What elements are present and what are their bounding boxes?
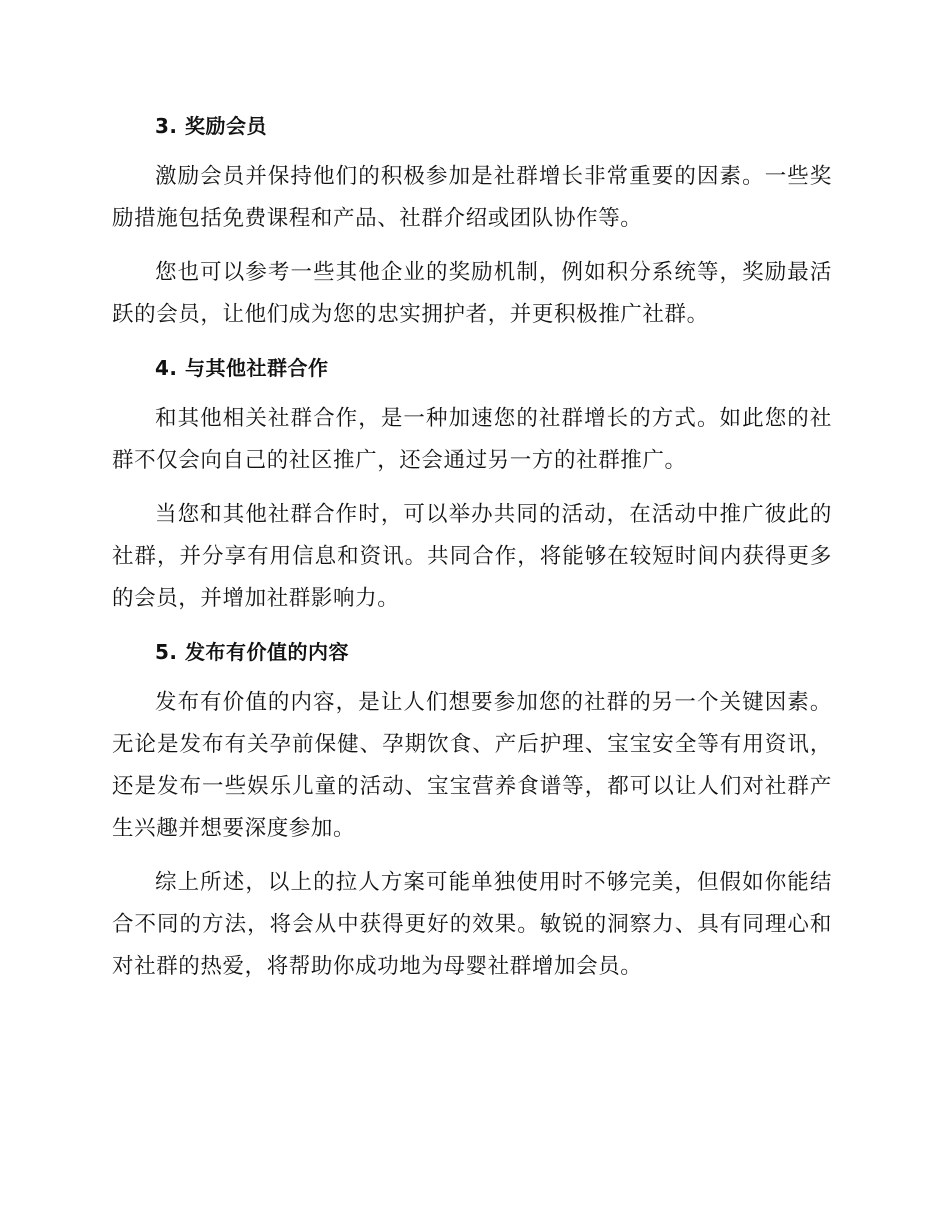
paragraph: 您也可以参考一些其他企业的奖励机制，例如积分系统等，奖励最活跃的会员，让他们成为您的忠实拥护者，并更积极推广社群。	[112, 260, 832, 327]
section-heading-partner-communities: 4. 与其他社群合作	[155, 356, 329, 380]
paragraph: 发布有价值的内容，是让人们想要参加您的社群的另一个关键因素。无论是发布有关孕前保健、孕期饮食、产后护理、宝宝安全等有用资讯，还是发布一些娱乐儿童的活动、宝宝营养食谱等，都可以让人们对社群产生兴趣并想要深度参加。	[112, 690, 832, 841]
section-heading-valuable-content: 5. 发布有价值的内容	[155, 640, 349, 664]
document-body	[112, 106, 832, 1000]
paragraph: 当您和其他社群合作时，可以举办共同的活动，在活动中推广彼此的社群，并分享有用信息和资讯。共同合作，将能够在较短时间内获得更多的会员，并增加社群影响力。	[112, 502, 832, 611]
paragraph: 激励会员并保持他们的积极参加是社群增长非常重要的因素。一些奖励措施包括免费课程和产品、社群介绍或团队协作等。	[112, 164, 832, 231]
section-heading-reward-members: 3. 奖励会员	[155, 114, 267, 138]
paragraph: 和其他相关社群合作，是一种加速您的社群增长的方式。如此您的社群不仅会向自己的社区推广，还会通过另一方的社群推广。	[112, 406, 832, 473]
paragraph: 综上所述，以上的拉人方案可能单独使用时不够完美，但假如你能结合不同的方法，将会从中获得更好的效果。敏锐的洞察力、具有同理心和对社群的热爱，将帮助你成功地为母婴社群增加会员。	[112, 870, 832, 979]
